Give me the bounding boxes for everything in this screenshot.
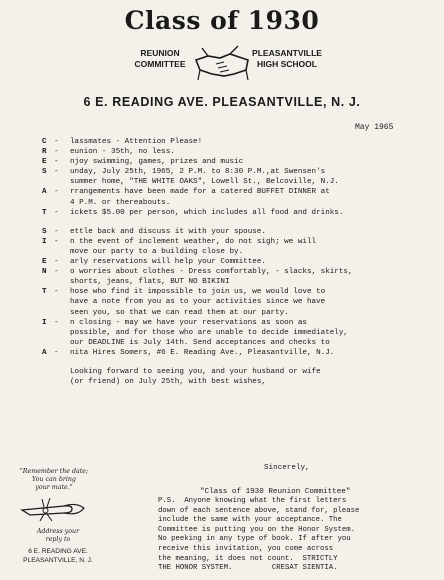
acrostic-continuation: move our party to a building close by. [70, 247, 244, 256]
letterhead-right-line2: HIGH SCHOOL [257, 59, 317, 69]
acrostic-letter: C [42, 138, 47, 146]
acrostic-line [42, 167, 442, 177]
acrostic-dash: - [54, 268, 59, 277]
acrostic-continuation: shorts, jeans, flats, BUT NO BIKINI [70, 278, 230, 287]
letterhead-address: 6 E. READING AVE. PLEASANTVILLE, N. J. [83, 95, 361, 109]
acrostic-text: hose who find it impossible to join us, we would love to [70, 288, 326, 297]
acrostic-letter: N [42, 268, 47, 277]
acrostic-letter: E [42, 158, 47, 167]
acrostic-dash: - [54, 148, 59, 157]
letterhead-left-line2: COMMITTEE [134, 59, 186, 69]
acrostic-letter: S [42, 168, 47, 177]
reminder-line: your mate." [35, 484, 73, 491]
acrostic-line [42, 257, 442, 267]
acrostic-line [42, 348, 442, 358]
acrostic-continuation: 4 P.M. or thereabouts. [70, 198, 171, 207]
sincerely: Sincerely, [264, 464, 310, 472]
acrostic-text: eunion - 35th, no less. [70, 148, 175, 157]
acrostic-text: n the event of inclement weather, do not sigh; we will [70, 237, 317, 246]
reminder-line: You can bring [32, 476, 76, 483]
acrostic-letter: T [42, 288, 47, 297]
acrostic-letter: A [42, 348, 47, 357]
acrostic-dash: - [54, 348, 59, 357]
acrostic-line [42, 267, 442, 277]
acrostic-continuation: summer home, "THE WHITE OAKS", Lowell St., Belcoville, N.J. [70, 178, 339, 187]
acrostic-line [42, 208, 442, 218]
acrostic-dash: - [54, 258, 59, 267]
reply-line: reply to [45, 536, 71, 543]
acrostic-line [42, 318, 442, 328]
acrostic-text: o worries about clothes - Dress comfortably, - slacks, skirts, [70, 268, 353, 277]
acrostic-block-1 [42, 137, 442, 218]
acrostic-line [42, 157, 442, 167]
acrostic-dash: - [54, 227, 59, 236]
acrostic-continuation: possible, and for those who are unable to decide immediately, [70, 328, 348, 337]
acrostic-text: nita Hires Somers, #6 E. Reading Ave., Pleasantville, N.J. [70, 348, 335, 357]
acrostic-block-2 [42, 227, 442, 358]
handshake-icon [194, 40, 250, 88]
acrostic-continuation: seen you, so that we can read them at our party. [70, 308, 289, 317]
reply-line: Address your [36, 528, 80, 535]
letter-date: May 1965 [355, 123, 394, 132]
acrostic-dash: - [54, 237, 59, 246]
closing-line: Looking forward to seeing you, and your husband or wife [70, 367, 321, 376]
acrostic-text: lassmates - Attention Please! [70, 138, 203, 146]
acrostic-line [42, 187, 442, 197]
acrostic-dash: - [54, 188, 59, 197]
acrostic-continuation: have a note from you as to your activities since we have [70, 298, 326, 307]
committee-signature: "Class of 1930 Reunion Committee" [200, 488, 351, 496]
letterhead-left [120, 48, 200, 70]
postscript: P.S. Anyone knowing what the first letters down of each sentence above, stand for, please include the same with your acceptance. The Committee is putting you on the Honor System. No peeking in any type of book. If after you receive this invitation, you come across the meaning, it does not count. STRICTLY THE HONOR SYSTEM. CRESAT SIENTIA. [158, 497, 360, 573]
acrostic-letter: I [42, 318, 47, 327]
acrostic-letter: A [42, 188, 47, 197]
acrostic-text: unday, July 25th, 1965, 2 P.M. to 8:30 P.M.,at Swensen's [70, 168, 326, 177]
acrostic-dash: - [54, 158, 59, 167]
reminder-note [4, 468, 104, 492]
reminder-line: "Remember the date; [19, 468, 89, 475]
acrostic-letter: T [42, 208, 47, 217]
finger-with-string-icon [20, 496, 90, 522]
acrostic-text: n closing - may we have your reservations as soon as [70, 318, 307, 327]
reply-address [4, 548, 112, 565]
letterhead-right-line1: PLEASANTVILLE [252, 48, 322, 58]
acrostic-dash: - [54, 168, 59, 177]
closing-paragraph [42, 367, 442, 387]
letterhead-right [247, 48, 327, 70]
acrostic-text: rrangements have been made for a catered BUFFET DINNER at [70, 188, 330, 197]
letterhead-title: Class of 1930 [124, 6, 320, 35]
acrostic-line [42, 227, 442, 237]
acrostic-line [42, 237, 442, 247]
closing-line: (or friend) on July 25th, with best wishes, [70, 378, 266, 387]
acrostic-dash: - [54, 138, 59, 146]
reply-address-line: PLEASANTVILLE, N. J. [23, 556, 93, 564]
acrostic-text: njoy swimming, games, prizes and music [70, 158, 244, 167]
reply-address-line: 6 E. READING AVE. [28, 548, 88, 555]
acrostic-dash: - [54, 318, 59, 327]
acrostic-line [42, 137, 442, 147]
letter-body [42, 137, 442, 387]
acrostic-text: ettle back and discuss it with your spouse. [70, 227, 266, 236]
acrostic-letter: S [42, 227, 47, 236]
acrostic-text: arly reservations will help your Committee. [70, 258, 266, 267]
reply-note [4, 528, 112, 544]
acrostic-text: ickets $5.00 per person, which includes all food and drinks. [70, 208, 344, 217]
acrostic-letter: I [42, 237, 47, 246]
acrostic-dash: - [54, 208, 59, 217]
acrostic-letter: R [42, 148, 47, 157]
acrostic-line [42, 287, 442, 297]
acrostic-line [42, 147, 442, 157]
acrostic-dash: - [54, 288, 59, 297]
acrostic-letter: E [42, 258, 47, 267]
letterhead-left-line1: REUNION [140, 48, 180, 58]
acrostic-continuation: our DEADLINE is July 14th. Send acceptances and checks to [70, 338, 330, 347]
